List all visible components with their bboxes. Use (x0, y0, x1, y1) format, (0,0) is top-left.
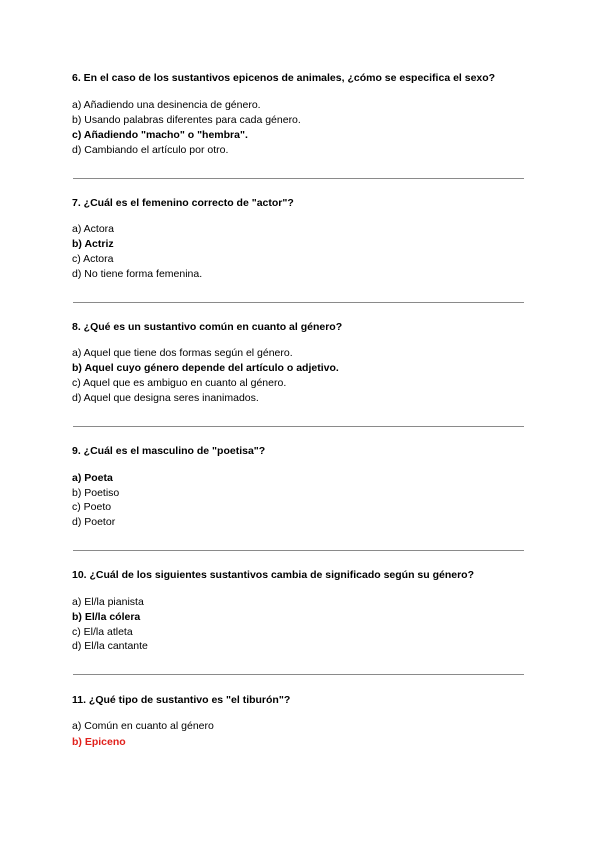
question-11-option-a: a) Común en cuanto al género (72, 720, 214, 732)
question-6-option-d: d) Cambiando el artículo por otro. (72, 144, 229, 156)
question-8-option-a: a) Aquel que tiene dos formas según el género. (72, 347, 293, 359)
question-11-title: 11. ¿Qué tipo de sustantivo es "el tiburón"? (72, 694, 291, 706)
question-8-option-b: b) Aquel cuyo género depende del artículo o adjetivo. (72, 362, 339, 374)
question-8-option-d: d) Aquel que designa seres inanimados. (72, 392, 259, 404)
question-10-option-a: a) El/la pianista (72, 596, 144, 608)
question-9-option-b: b) Poetiso (72, 487, 120, 499)
question-10-option-c: c) El/la atleta (72, 626, 133, 638)
question-10-option-d: d) El/la cantante (72, 640, 148, 652)
separator-line (73, 178, 524, 179)
separator-line (73, 674, 524, 675)
question-7-option-d: d) No tiene forma femenina. (72, 268, 203, 280)
separator-line (73, 550, 524, 551)
question-9-option-a: a) Poeta (72, 472, 113, 484)
separator-line (73, 426, 524, 427)
question-11-option-b: b) Epiceno (72, 736, 126, 748)
question-6-option-a: a) Añadiendo una desinencia de género. (72, 99, 261, 111)
question-7-option-a: a) Actora (72, 223, 115, 235)
question-7-option-b: b) Actriz (72, 238, 114, 250)
question-10-title: 10. ¿Cuál de los siguientes sustantivos cambia de significado según su género? (72, 569, 475, 581)
question-9-option-c: c) Poeto (72, 501, 112, 513)
question-7-title: 7. ¿Cuál es el femenino correcto de "actor"? (72, 197, 294, 209)
question-6-option-c: c) Añadiendo "macho" o "hembra". (72, 129, 248, 141)
question-6-option-b: b) Usando palabras diferentes para cada género. (72, 114, 301, 126)
question-9-title: 9. ¿Cuál es el masculino de "poetisa"? (72, 445, 266, 457)
question-6-title: 6. En el caso de los sustantivos epicenos de animales, ¿cómo se especifica el sexo? (72, 72, 496, 84)
question-10-option-b: b) El/la cólera (72, 611, 141, 623)
question-8-title: 8. ¿Qué es un sustantivo común en cuanto al género? (72, 321, 343, 333)
question-8-option-c: c) Aquel que es ambiguo en cuanto al género. (72, 377, 287, 389)
separator-line (73, 302, 524, 303)
question-9-option-d: d) Poetor (72, 516, 116, 528)
question-7-option-c: c) Actora (72, 253, 114, 265)
